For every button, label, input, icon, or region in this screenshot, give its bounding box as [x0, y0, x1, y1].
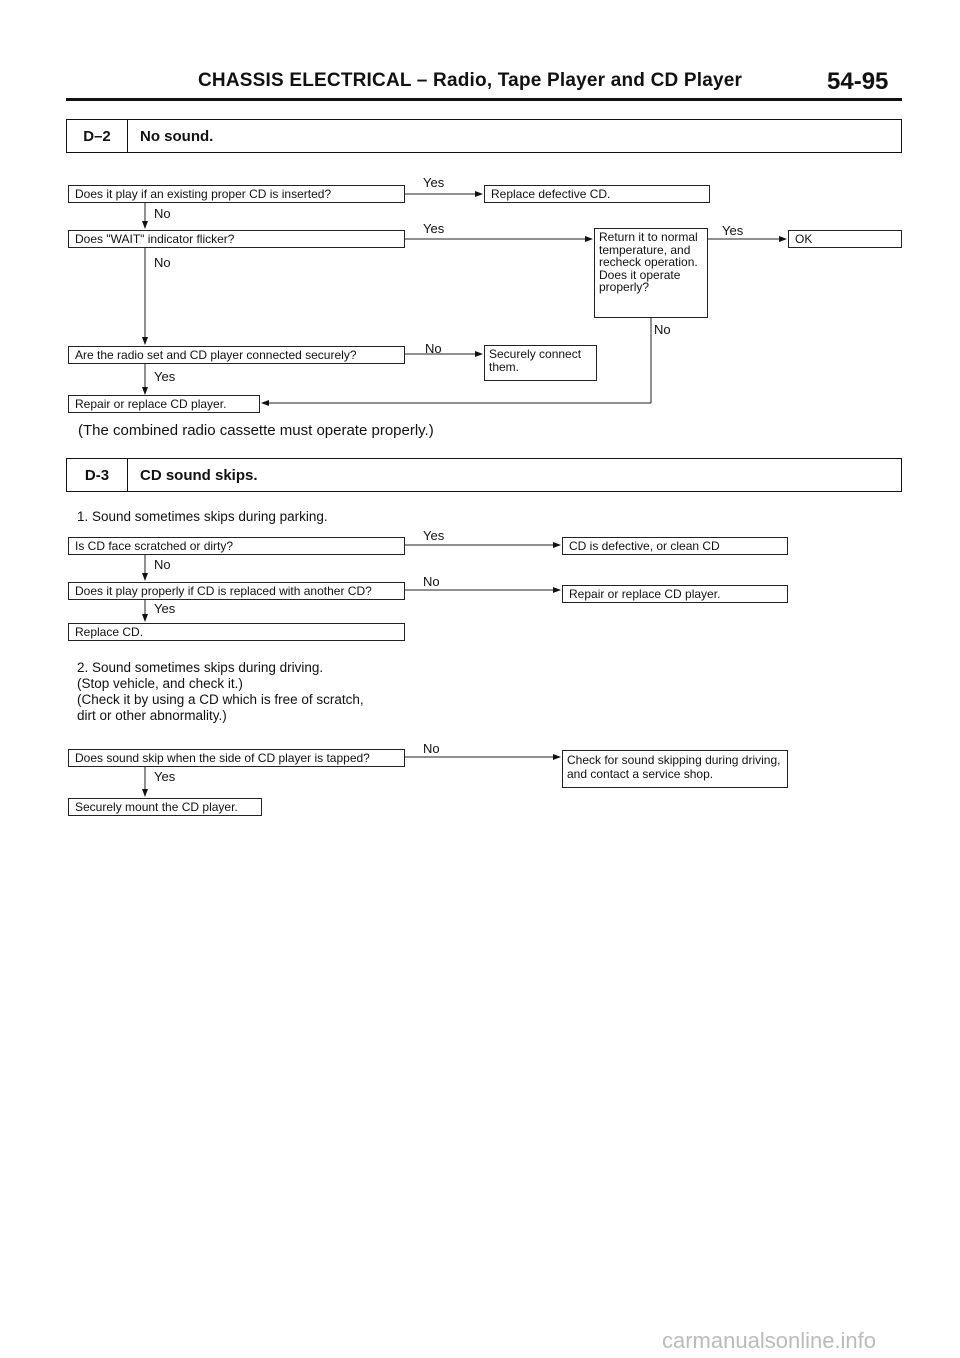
section-d3-title: CD sound skips. [140, 466, 258, 484]
d3-q1-no-label: No [154, 557, 171, 572]
d3-result-repair-cd-player: Repair or replace CD player. [562, 585, 788, 603]
section-d2-header [66, 119, 902, 153]
d3-case2-line-2: (Stop vehicle, and check it.) [77, 676, 243, 691]
d2-result-replace-cd: Replace defective CD. [484, 185, 710, 203]
d2-result-return-normal-temp: Return it to normal temperature, and recheck operation. Does it operate properly? [594, 228, 708, 318]
d3-result-cd-defective: CD is defective, or clean CD [562, 537, 788, 555]
d2-q2-no-label: No [154, 255, 171, 270]
d2-q2-yes-label: Yes [423, 221, 445, 236]
d3-case1-heading: 1. Sound sometimes skips during parking. [77, 509, 328, 524]
d3-q1-yes-label: Yes [423, 528, 445, 543]
page-header-title: CHASSIS ELECTRICAL – Radio, Tape Player and CD Player [198, 70, 743, 91]
section-d3-header [66, 458, 902, 492]
d3-result-check-skipping: Check for sound skipping during driving, and contact a service shop. [562, 750, 788, 788]
d3-case2-line-4: dirt or other abnormality.) [77, 708, 227, 723]
d3-q2-no-label: No [423, 574, 440, 589]
d3-q3-no-label: No [423, 741, 440, 756]
d3-result-mount-cd-player: Securely mount the CD player. [68, 798, 262, 816]
d2-q3-no-label: No [425, 341, 442, 356]
d2-r2-no-label: No [654, 322, 671, 337]
d2-result-securely-connect: Securely connect them. [484, 345, 597, 381]
d3-case2-heading [77, 660, 364, 724]
d3-question-tapped: Does sound skip when the side of CD player is tapped? [68, 749, 405, 767]
d2-q1-yes-label: Yes [423, 175, 445, 190]
d3-q3-yes-label: Yes [154, 769, 176, 784]
d3-question-cd-scratched: Is CD face scratched or dirty? [68, 537, 405, 555]
d2-question-connected-securely: Are the radio set and CD player connected securely? [68, 346, 405, 364]
section-d2-code: D–2 [67, 120, 128, 152]
d2-note: (The combined radio cassette must operate properly.) [78, 422, 434, 439]
d2-q1-no-label: No [154, 206, 171, 221]
d2-result-repair-cd-player: Repair or replace CD player. [68, 395, 260, 413]
section-d2-title: No sound. [140, 127, 214, 145]
d3-result-replace-cd: Replace CD. [68, 623, 405, 641]
d3-q2-yes-label: Yes [154, 601, 176, 616]
d2-q3-yes-label: Yes [154, 369, 176, 384]
d2-r2-yes-label: Yes [722, 223, 744, 238]
section-d3-code: D-3 [67, 459, 128, 491]
d3-question-replaced-cd: Does it play properly if CD is replaced with another CD? [68, 582, 405, 600]
d2-result-ok: OK [788, 230, 902, 248]
d3-case2-line-1: 2. Sound sometimes skips during driving. [77, 660, 324, 675]
d3-case2-line-3: (Check it by using a CD which is free of scratch, [77, 692, 364, 707]
page-number: 54-95 [827, 68, 889, 95]
watermark: carmanualsonline.info [662, 1328, 877, 1353]
d2-question-proper-cd: Does it play if an existing proper CD is inserted? [68, 185, 405, 203]
d2-question-wait-indicator: Does "WAIT" indicator flicker? [68, 230, 405, 248]
